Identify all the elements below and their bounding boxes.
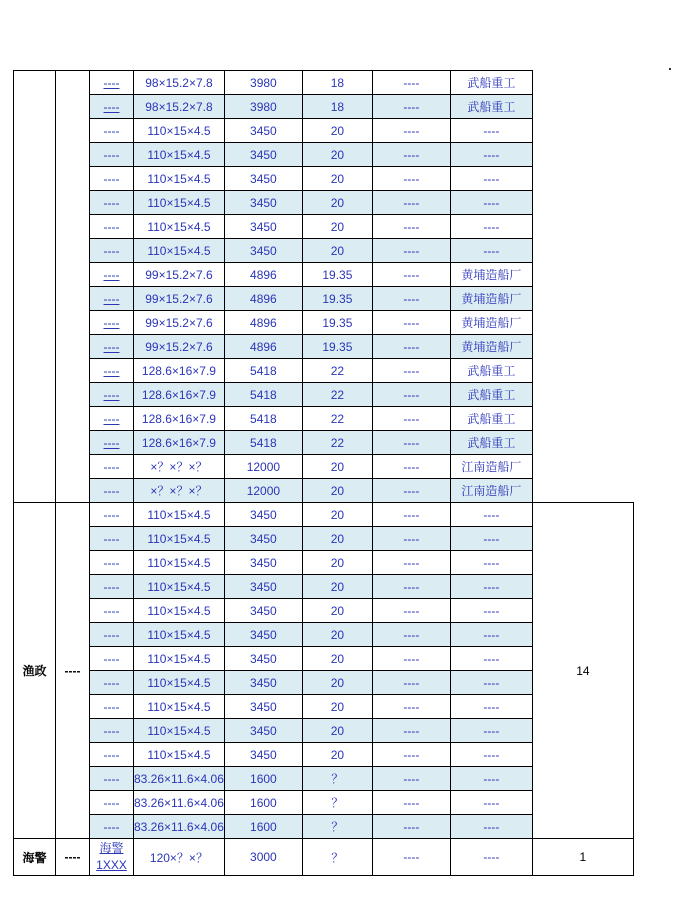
builder-cell: ----: [450, 527, 532, 551]
speed-cell: ？: [302, 791, 372, 815]
tonnage-cell: 3450: [224, 551, 302, 575]
table-row: [14, 167, 676, 191]
speed-cell: 19.35: [302, 263, 372, 287]
dimensions-cell: 128.6×16×7.9: [134, 383, 225, 407]
hull-id-link[interactable]: ----: [103, 387, 120, 402]
builder-cell: ----: [450, 119, 532, 143]
count-cell: [532, 119, 633, 143]
speed-cell: 20: [302, 551, 372, 575]
builder-cell: ----: [450, 503, 532, 527]
speed-cell: 20: [302, 623, 372, 647]
table-row: [14, 839, 676, 876]
dimensions-cell: 110×15×4.5: [134, 503, 225, 527]
hull-id-cell: ----: [90, 119, 134, 143]
extra-cell: ----: [372, 671, 450, 695]
tonnage-cell: 3450: [224, 239, 302, 263]
hull-id-link[interactable]: ----: [103, 411, 120, 426]
tonnage-cell: 3450: [224, 743, 302, 767]
hull-id-cell: ----: [90, 191, 134, 215]
dimensions-cell: 120×？×？: [134, 839, 225, 876]
table-row: [14, 431, 676, 455]
builder-cell: ----: [450, 239, 532, 263]
hull-id-cell[interactable]: [90, 263, 134, 287]
ship-table: [13, 70, 676, 876]
tonnage-cell: 3450: [224, 215, 302, 239]
builder-cell: ----: [450, 623, 532, 647]
hull-id-cell: ----: [90, 647, 134, 671]
extra-cell: ----: [372, 719, 450, 743]
speed-cell: 20: [302, 239, 372, 263]
tonnage-cell: 4896: [224, 311, 302, 335]
extra-cell: ----: [372, 527, 450, 551]
dimensions-cell: 110×15×4.5: [134, 527, 225, 551]
extra-cell: ----: [372, 623, 450, 647]
dimensions-cell: 128.6×16×7.9: [134, 407, 225, 431]
hull-id-cell: ----: [90, 215, 134, 239]
table-row: [14, 503, 676, 527]
group-name-cell: [14, 71, 56, 503]
speed-cell: 19.35: [302, 287, 372, 311]
speed-cell: 20: [302, 455, 372, 479]
hull-id-cell: ----: [90, 527, 134, 551]
builder-cell: ----: [450, 167, 532, 191]
tonnage-cell: 5418: [224, 407, 302, 431]
hull-id-cell: ----: [90, 551, 134, 575]
speed-cell: 18: [302, 95, 372, 119]
extra-cell: ----: [372, 215, 450, 239]
dimensions-cell: 110×15×4.5: [134, 167, 225, 191]
dimensions-cell: 99×15.2×7.6: [134, 335, 225, 359]
tonnage-cell: 3450: [224, 623, 302, 647]
tonnage-cell: 3450: [224, 167, 302, 191]
dimensions-cell: 110×15×4.5: [134, 743, 225, 767]
table-row: [14, 407, 676, 431]
group-code-cell: ----: [56, 503, 90, 839]
hull-id-link[interactable]: ----: [103, 435, 120, 450]
extra-cell: ----: [372, 287, 450, 311]
builder-cell: 黄埔造船厂: [450, 335, 532, 359]
dimensions-cell: 110×15×4.5: [134, 695, 225, 719]
count-cell: [532, 167, 633, 191]
speed-cell: ？: [302, 839, 372, 876]
dimensions-cell: 110×15×4.5: [134, 215, 225, 239]
builder-cell: ----: [450, 191, 532, 215]
speed-cell: ？: [302, 767, 372, 791]
extra-cell: ----: [372, 647, 450, 671]
hull-id-cell[interactable]: [90, 839, 134, 876]
speed-cell: 20: [302, 671, 372, 695]
builder-cell: 武船重工: [450, 359, 532, 383]
extra-cell: ----: [372, 695, 450, 719]
hull-id-link[interactable]: ----: [103, 291, 120, 306]
dimensions-cell: 83.26×11.6×4.06: [134, 767, 225, 791]
hull-id-cell[interactable]: [90, 95, 134, 119]
count-cell: [532, 431, 633, 455]
speed-cell: 20: [302, 479, 372, 503]
hull-id-link[interactable]: ----: [103, 339, 120, 354]
table-row: [14, 215, 676, 239]
dimensions-cell: 110×15×4.5: [134, 647, 225, 671]
table-row: [14, 239, 676, 263]
builder-cell: ----: [450, 839, 532, 876]
builder-cell: 黄埔造船厂: [450, 263, 532, 287]
tonnage-cell: 3980: [224, 95, 302, 119]
speed-cell: 22: [302, 383, 372, 407]
dimensions-cell: 110×15×4.5: [134, 671, 225, 695]
hull-id-link[interactable]: ----: [103, 267, 120, 282]
count-cell: [532, 407, 633, 431]
hull-id-cell: ----: [90, 575, 134, 599]
builder-cell: ----: [450, 767, 532, 791]
dimensions-cell: 110×15×4.5: [134, 143, 225, 167]
table-row: [14, 119, 676, 143]
dimensions-cell: 99×15.2×7.6: [134, 311, 225, 335]
tonnage-cell: 3450: [224, 599, 302, 623]
builder-cell: ----: [450, 815, 532, 839]
builder-cell: 武船重工: [450, 383, 532, 407]
table-row: [14, 263, 676, 287]
count-cell: [532, 263, 633, 287]
count-cell: [532, 311, 633, 335]
table-row: [14, 71, 676, 95]
dimensions-cell: 98×15.2×7.8: [134, 95, 225, 119]
hull-id-cell: ----: [90, 623, 134, 647]
tonnage-cell: 4896: [224, 335, 302, 359]
tonnage-cell: 3450: [224, 503, 302, 527]
builder-cell: 武船重工: [450, 431, 532, 455]
builder-cell: ----: [450, 695, 532, 719]
hull-id-cell: ----: [90, 143, 134, 167]
dimensions-cell: 110×15×4.5: [134, 599, 225, 623]
group-name-cell: 海警: [14, 839, 56, 876]
speed-cell: 20: [302, 575, 372, 599]
hull-id-cell[interactable]: [90, 431, 134, 455]
builder-cell: ----: [450, 215, 532, 239]
extra-cell: ----: [372, 839, 450, 876]
group-name-cell: 渔政: [14, 503, 56, 839]
hull-id-link[interactable]: 海警1XXX: [96, 841, 127, 872]
count-cell: [532, 143, 633, 167]
builder-cell: 黄埔造船厂: [450, 311, 532, 335]
hull-id-cell: ----: [90, 239, 134, 263]
hull-id-cell[interactable]: [90, 359, 134, 383]
extra-cell: ----: [372, 359, 450, 383]
hull-id-cell: ----: [90, 671, 134, 695]
count-cell: [532, 383, 633, 407]
extra-cell: ----: [372, 71, 450, 95]
hull-id-cell: ----: [90, 767, 134, 791]
extra-cell: ----: [372, 335, 450, 359]
tonnage-cell: 4896: [224, 263, 302, 287]
speed-cell: 20: [302, 119, 372, 143]
hull-id-cell[interactable]: [90, 407, 134, 431]
builder-cell: ----: [450, 143, 532, 167]
tonnage-cell: 3450: [224, 575, 302, 599]
dimensions-cell: 99×15.2×7.6: [134, 287, 225, 311]
dimensions-cell: 110×15×4.5: [134, 623, 225, 647]
builder-cell: ----: [450, 719, 532, 743]
count-cell: [532, 335, 633, 359]
hull-id-cell: ----: [90, 479, 134, 503]
hull-id-link[interactable]: ----: [103, 75, 120, 90]
tonnage-cell: 3450: [224, 695, 302, 719]
builder-cell: ----: [450, 575, 532, 599]
tonnage-cell: 4896: [224, 287, 302, 311]
dimensions-cell: 128.6×16×7.9: [134, 431, 225, 455]
dimensions-cell: ×？×？×？: [134, 455, 225, 479]
hull-id-cell: ----: [90, 599, 134, 623]
table-row: [14, 455, 676, 479]
hull-id-cell: ----: [90, 503, 134, 527]
hull-id-cell: ----: [90, 167, 134, 191]
speed-cell: 22: [302, 431, 372, 455]
speed-cell: 22: [302, 407, 372, 431]
builder-cell: ----: [450, 743, 532, 767]
count-cell: [532, 479, 633, 503]
table-row: [14, 287, 676, 311]
tonnage-cell: 5418: [224, 431, 302, 455]
tonnage-cell: 1600: [224, 767, 302, 791]
extra-cell: ----: [372, 191, 450, 215]
extra-cell: ----: [372, 263, 450, 287]
extra-cell: ----: [372, 503, 450, 527]
extra-cell: ----: [372, 239, 450, 263]
tonnage-cell: 1600: [224, 815, 302, 839]
builder-cell: 江南造船厂: [450, 479, 532, 503]
extra-cell: ----: [372, 311, 450, 335]
builder-cell: ----: [450, 791, 532, 815]
hull-id-cell[interactable]: [90, 71, 134, 95]
extra-cell: ----: [372, 815, 450, 839]
table-row: [14, 143, 676, 167]
hull-id-cell: ----: [90, 455, 134, 479]
extra-cell: ----: [372, 791, 450, 815]
builder-cell: 武船重工: [450, 407, 532, 431]
builder-cell: 黄埔造船厂: [450, 287, 532, 311]
hull-id-link[interactable]: ----: [103, 363, 120, 378]
dimensions-cell: 98×15.2×7.8: [134, 71, 225, 95]
hull-id-link[interactable]: ----: [103, 99, 120, 114]
dimensions-cell: 83.26×11.6×4.06: [134, 791, 225, 815]
dimensions-cell: 110×15×4.5: [134, 191, 225, 215]
hull-id-cell: ----: [90, 719, 134, 743]
dimensions-cell: 110×15×4.5: [134, 239, 225, 263]
extra-cell: ----: [372, 407, 450, 431]
speed-cell: 22: [302, 359, 372, 383]
dimensions-cell: 110×15×4.5: [134, 551, 225, 575]
extra-cell: ----: [372, 479, 450, 503]
builder-cell: 武船重工: [450, 71, 532, 95]
speed-cell: 20: [302, 191, 372, 215]
speed-cell: 20: [302, 695, 372, 719]
hull-id-cell: ----: [90, 743, 134, 767]
table-row: [14, 383, 676, 407]
tonnage-cell: 3980: [224, 71, 302, 95]
builder-cell: ----: [450, 671, 532, 695]
count-cell: 14: [532, 503, 633, 839]
speed-cell: 20: [302, 503, 372, 527]
tonnage-cell: 3450: [224, 647, 302, 671]
hull-id-cell[interactable]: [90, 335, 134, 359]
extra-cell: ----: [372, 599, 450, 623]
count-cell: [532, 191, 633, 215]
dimensions-cell: 128.6×16×7.9: [134, 359, 225, 383]
count-cell: [532, 359, 633, 383]
count-cell: [532, 287, 633, 311]
hull-id-cell: ----: [90, 791, 134, 815]
dimensions-cell: 110×15×4.5: [134, 119, 225, 143]
dimensions-cell: 110×15×4.5: [134, 575, 225, 599]
extra-cell: ----: [372, 455, 450, 479]
hull-id-cell[interactable]: [90, 311, 134, 335]
tonnage-cell: 12000: [224, 479, 302, 503]
tonnage-cell: 3450: [224, 143, 302, 167]
tonnage-cell: 1600: [224, 791, 302, 815]
builder-cell: ----: [450, 647, 532, 671]
hull-id-cell: ----: [90, 815, 134, 839]
dimensions-cell: 83.26×11.6×4.06: [134, 815, 225, 839]
table-row: [14, 359, 676, 383]
speed-cell: 18: [302, 71, 372, 95]
speed-cell: 20: [302, 647, 372, 671]
count-cell: [532, 239, 633, 263]
tonnage-cell: 3450: [224, 191, 302, 215]
speed-cell: 20: [302, 527, 372, 551]
speed-cell: 20: [302, 719, 372, 743]
tonnage-cell: 3450: [224, 119, 302, 143]
hull-id-link[interactable]: ----: [103, 315, 120, 330]
tonnage-cell: 3450: [224, 719, 302, 743]
tonnage-cell: 12000: [224, 455, 302, 479]
table-row: [14, 311, 676, 335]
dimensions-cell: 99×15.2×7.6: [134, 263, 225, 287]
table-row: [14, 191, 676, 215]
tonnage-cell: 5418: [224, 359, 302, 383]
speed-cell: ？: [302, 815, 372, 839]
speed-cell: 20: [302, 167, 372, 191]
count-cell: [532, 95, 633, 119]
tonnage-cell: 3450: [224, 671, 302, 695]
extra-cell: ----: [372, 383, 450, 407]
extra-cell: ----: [372, 143, 450, 167]
hull-id-cell[interactable]: [90, 287, 134, 311]
builder-cell: ----: [450, 551, 532, 575]
table-row: [14, 335, 676, 359]
dimensions-cell: ×？×？×？: [134, 479, 225, 503]
extra-cell: ----: [372, 95, 450, 119]
extra-cell: ----: [372, 575, 450, 599]
extra-cell: ----: [372, 551, 450, 575]
tonnage-cell: 5418: [224, 383, 302, 407]
hull-id-cell: ----: [90, 695, 134, 719]
speed-cell: 20: [302, 599, 372, 623]
tonnage-cell: 3450: [224, 527, 302, 551]
extra-cell: ----: [372, 119, 450, 143]
builder-cell: 武船重工: [450, 95, 532, 119]
group-code-cell: ----: [56, 839, 90, 876]
speed-cell: 19.35: [302, 335, 372, 359]
group-code-cell: [56, 71, 90, 503]
count-cell: [532, 71, 633, 95]
dimensions-cell: 110×15×4.5: [134, 719, 225, 743]
count-cell: [532, 215, 633, 239]
table-row: [14, 479, 676, 503]
tonnage-cell: 3000: [224, 839, 302, 876]
speed-cell: 19.35: [302, 311, 372, 335]
speed-cell: 20: [302, 143, 372, 167]
builder-cell: ----: [450, 599, 532, 623]
table-row: [14, 95, 676, 119]
count-cell: 1: [532, 839, 633, 876]
builder-cell: 江南造船厂: [450, 455, 532, 479]
hull-id-cell[interactable]: [90, 383, 134, 407]
count-cell: [532, 455, 633, 479]
extra-cell: ----: [372, 743, 450, 767]
extra-cell: ----: [372, 431, 450, 455]
extra-cell: ----: [372, 767, 450, 791]
speed-cell: 20: [302, 743, 372, 767]
speed-cell: 20: [302, 215, 372, 239]
extra-cell: ----: [372, 167, 450, 191]
